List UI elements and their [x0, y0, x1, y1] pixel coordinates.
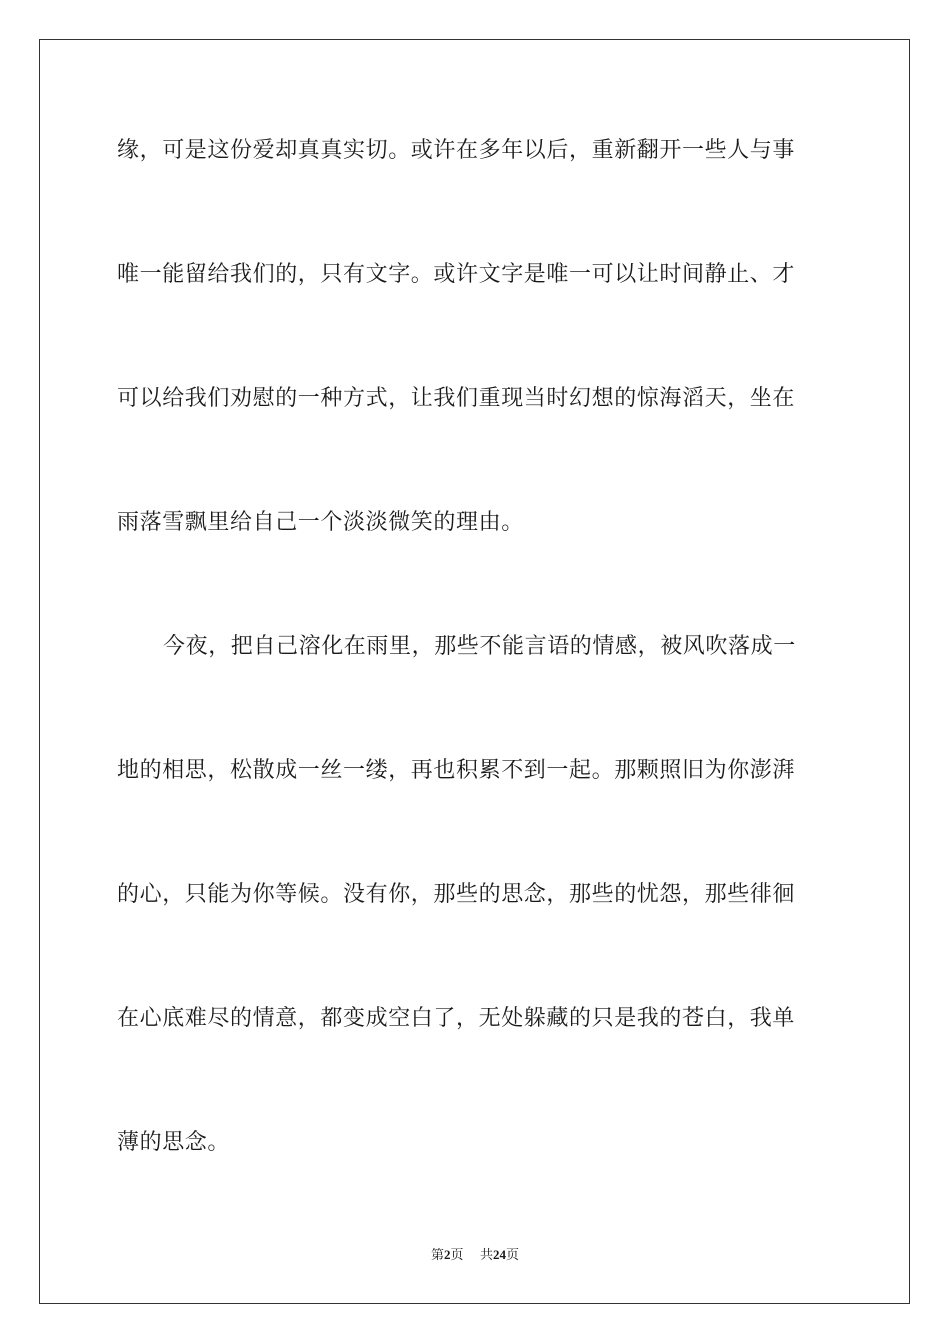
page-footer — [0, 1246, 950, 1265]
body-line-9: 薄的思念。 — [117, 1130, 231, 1155]
total-pages: 24 — [493, 1247, 507, 1262]
page-border — [39, 39, 910, 1304]
body-line-4: 雨落雪飘里给自己一个淡淡微笑的理由。 — [117, 510, 524, 535]
body-line-5-paragraph-start: 今夜，把自己溶化在雨里，那些不能言语的情感，被风吹落成一 — [163, 634, 796, 659]
body-line-6: 地的相思，松散成一丝一缕，再也积累不到一起。那颗照旧为你澎湃 — [117, 758, 796, 783]
page-number: 2 — [443, 1247, 451, 1262]
body-line-1: 缘，可是这份爱却真真实切。或许在多年以后，重新翻开一些人与事 — [117, 138, 796, 163]
total-prefix: 共 — [480, 1248, 494, 1263]
body-line-3: 可以给我们劝慰的一种方式，让我们重现当时幻想的惊海滔天，坐在 — [117, 386, 796, 411]
total-suffix: 页 — [506, 1248, 520, 1263]
page-prefix: 第 — [430, 1248, 444, 1263]
page-suffix: 页 — [450, 1248, 464, 1263]
body-line-7: 的心，只能为你等候。没有你，那些的思念，那些的忧怨，那些徘徊 — [117, 882, 796, 907]
body-line-2: 唯一能留给我们的，只有文字。或许文字是唯一可以让时间静止、才 — [117, 262, 796, 287]
body-line-8: 在心底难尽的情意，都变成空白了，无处躲藏的只是我的苍白，我单 — [117, 1006, 796, 1031]
